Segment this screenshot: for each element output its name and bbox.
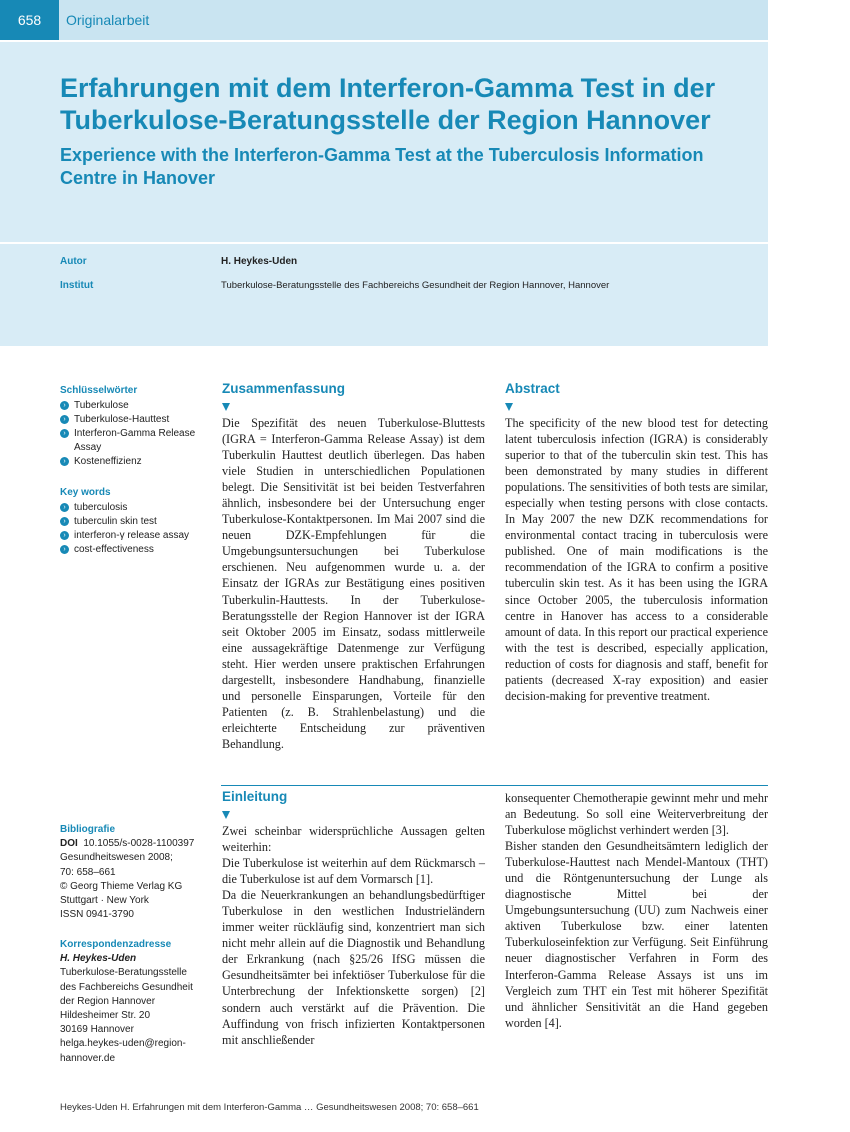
triangle-down-icon [505, 403, 513, 411]
keyword-item: › Kosteneffizienz [60, 455, 205, 469]
keyword-item: › Interferon-Gamma Release Assay [60, 427, 205, 455]
summary-heading: Zusammenfassung [222, 381, 346, 396]
institute-name: Tuberkulose-Beratungsstelle des Fachbereichs Gesundheit der Region Hannover, Hannover [221, 280, 610, 291]
chevron-right-icon: › [60, 503, 69, 512]
keywords-de-heading: Schlüsselwörter [60, 385, 138, 396]
address-line: Tuberkulose-Beratungsstelle [60, 967, 187, 979]
triangle-down-icon [222, 811, 230, 819]
author-name: H. Heykes-Uden [221, 256, 298, 267]
introduction-heading: Einleitung [222, 789, 288, 804]
keyword-item: › tuberculin skin test [60, 515, 205, 529]
keywords-de-list [60, 399, 205, 469]
address-line: der Region Hannover [60, 995, 156, 1007]
journal-year: Gesundheitswesen 2008; [60, 852, 173, 864]
section-divider [221, 785, 768, 786]
keyword-item: › cost-effectiveness [60, 543, 205, 557]
introduction-text-col1: Zwei scheinbar widersprüchliche Aussagen gelten weiterhin: Die Tuberkulose ist weiterhin auf dem Rückmarsch – die Tuberkulose ist auf dem Vormarsch [1]. Da die Neuerkrankungen an behandlungsbedürftiger Tuberkulose in den westlichen Industrieländern immer weiter rückläufig sind, konzentriert man sich nicht mehr allein auf die Diagnostik und Behandlung der Erkrankung (nach §25/26 IfSG müssen die Gesundheitsämter bei infektiöser Tuberkulose für die Unterbrechung der Infektionskette sorgen) [2] sondern auch verstärkt auf die Prävention. Die Auffindung von frisch infizierten Kontaktpersonen mit anschließender [222, 824, 485, 1047]
chevron-right-icon: › [60, 415, 69, 424]
keyword-item: › Tuberkulose-Hauttest [60, 413, 205, 427]
bibliography-heading: Bibliografie [60, 824, 116, 835]
keyword-item: › Tuberkulose [60, 399, 205, 413]
chevron-right-icon: › [60, 531, 69, 540]
correspondence-block [60, 938, 210, 1066]
chevron-right-icon: › [60, 517, 69, 526]
keyword-item: › tuberculosis [60, 501, 205, 515]
doi-line: DOI 10.1055/s-0028-1100397 [60, 838, 195, 850]
address-line: des Fachbereichs Gesundheit [60, 981, 193, 993]
institute-label: Institut [60, 280, 94, 291]
page-number: 658 [0, 0, 59, 40]
chevron-right-icon: › [60, 457, 69, 466]
title-english: Experience with the Interferon-Gamma Test at the Tuberculosis Information Centre in Hanover [60, 145, 704, 188]
publisher-city: Stuttgart · New York [60, 895, 149, 907]
keywords-en-list [60, 501, 205, 557]
chevron-right-icon: › [60, 429, 69, 438]
correspondence-name: H. Heykes-Uden [60, 953, 137, 965]
volume-pages: 70: 658–661 [60, 866, 116, 878]
copyright: © Georg Thieme Verlag KG [60, 880, 183, 892]
author-panel [0, 244, 768, 346]
bibliography-block [60, 823, 210, 922]
email-link[interactable]: helga.heykes-uden@region- [60, 1038, 186, 1050]
author-label: Autor [60, 256, 87, 267]
chevron-right-icon: › [60, 545, 69, 554]
title-german: Erfahrungen mit dem Interferon-Gamma Test in der Tuberkulose-Beratungsstelle der Region Hannover [60, 73, 716, 135]
email-link-cont[interactable]: hannover.de [60, 1052, 116, 1064]
abstract-heading: Abstract [505, 381, 560, 396]
article-type-label: Originalarbeit [66, 12, 150, 28]
issn: ISSN 0941-3790 [60, 909, 134, 921]
address-line: 30169 Hannover [60, 1024, 134, 1036]
abstract-text: The specificity of the new blood test for detecting latent tuberculosis infection (IGRA) is considerably superior to that of the tuberculin skin test. This has been demonstrated by many studies in different populations. The sensitivities of both tests are similar, especially when testing persons with close contacts. In May 2007 the new DZK recommendations for environmental contact tracing in tuberculosis were published. One of main modifications is the recommendation of the IGRA to confirm a positive tuberculin skin test. As it has been using the IGRA since October 2005, the tuberculosis information centre in Hanover has access to a considerable amount of data. In this report our practical experience with the test is described, especially application, reduction of costs for diagnosis and staff, benefit for patients (decreased X-ray exposition) and easier decision-making for preventive treatment. [505, 416, 768, 703]
correspondence-heading: Korrespondenzadresse [60, 939, 172, 950]
chevron-right-icon: › [60, 401, 69, 410]
keywords-en-heading: Key words [60, 487, 111, 498]
triangle-down-icon [222, 403, 230, 411]
keyword-item: › interferon-γ release assay [60, 529, 205, 543]
doi-link[interactable]: 10.1055/s-0028-1100397 [83, 838, 195, 850]
address-line: Hildesheimer Str. 20 [60, 1010, 151, 1022]
footer-citation: Heykes-Uden H. Erfahrungen mit dem Interferon-Gamma … Gesundheitswesen 2008; 70: 658–661 [60, 1102, 479, 1113]
introduction-text-col2: konsequenter Chemotherapie gewinnt mehr und mehr an Bedeutung. So soll eine Weiterverbreitung der Tuberkulose möglichst verhindert werden [3]. Bisher standen den Gesundheitsämtern lediglich der Tuberkulose-Hauttest nach Mendel-Mantoux (THT) und die Röntgenuntersuchung der Lunge als diagnostische Mittel bei der Umgebungsuntersuchung (UU) zum Nachweis einer aktiven Tuberkulose bzw. einer latenten Tuberkuloseinfektion zur Verfügung. Seit Einführung neuer diagnostischer Verfahren in Form des Interferon-Gamma Release Assays ist uns im Vergleich zum THT ein Test mit höherer Spezifität und ähnlicher Sensitivität an die Hand gegeben worden [4]. [505, 791, 768, 1030]
summary-text: Die Spezifität des neuen Tuberkulose-Bluttests (IGRA = Interferon-Gamma Release Assay) ist dem Tuberkulin Hauttest deutlich überlegen. Das haben viele Studien in unterschiedlichen Populationen belegt. Die Sensitivität ist bei beiden Testverfahren ähnlich, insbesondere bei der Untersuchung enger Tuberkulose-Kontaktpersonen. Im Mai 2007 sind die neuen DZK-Empfehlungen für die Umgebungsuntersuchungen bei Tuberkulose erschienen. Neu aufgenommen wurde u. a. der Einsatz der IGRAs zur Bestätigung eines positiven Tuberkulin-Hauttests. In der Tuberkulose-Beratungsstelle der Region Hannover ist der IGRA seit Oktober 2005 im Einsatz, sodass mittlerweile eine aussagekräftige Datenmenge zur Verfügung steht. Hier werden unsere praktischen Erfahrungen dargestellt, insbesondere Handhabung, finanzielle und personelle Einsparungen, Vorteile für den Patienten (z. B. Strahlenbelastung) und die erleichterte Entscheidung zur präventiven Behandlung. [222, 416, 485, 751]
